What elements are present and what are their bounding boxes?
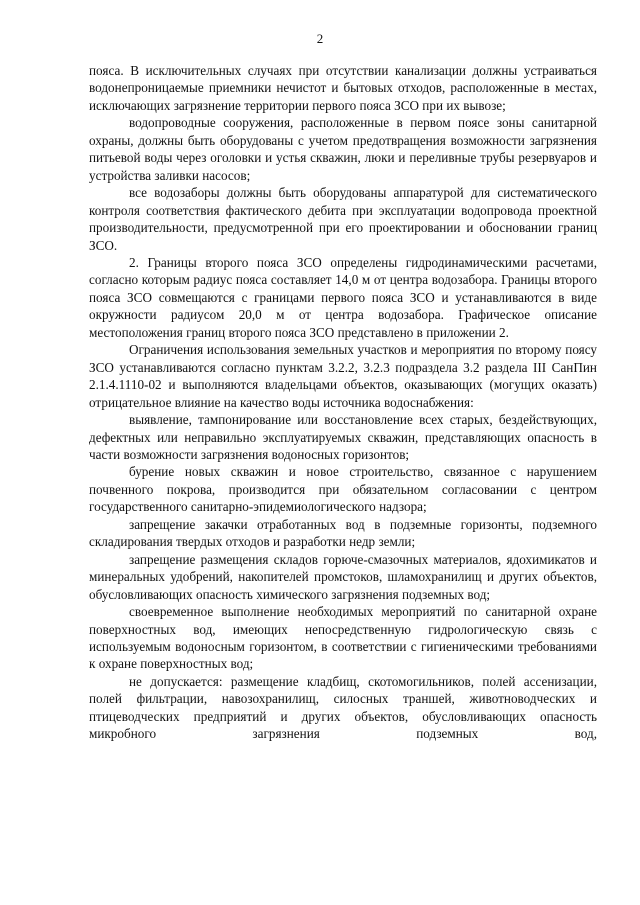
paragraph: запрещение закачки отработанных вод в подземные горизонты, подземного складирования твердых отходов и разработки недр земли; <box>89 516 597 550</box>
paragraph: все водозаборы должны быть оборудованы аппаратурой для систематического контроля соответствия фактического дебита при эксплуатации водопровода проектной производительности, предусмотренной при его проектировании и обосновании границ ЗСО. <box>89 185 597 253</box>
paragraph: своевременное выполнение необходимых мероприятий по санитарной охране поверхностных вод, имеющих непосредственную гидрологическую связь с используемым водоносным горизонтом, в соответствии с гигиеническими требованиями к охране поверхностных вод; <box>89 604 597 672</box>
paragraph: запрещение размещения складов горюче-смазочных материалов, ядохимикатов и минеральных удобрений, накопителей промстоков, шламохранилищ и других объектов, обусловливающих опасность химического загрязнения подземных вод; <box>89 551 597 602</box>
paragraph: Ограничения использования земельных участков и мероприятия по второму поясу ЗСО устанавливаются согласно пунктам 3.2.2, 3.2.3 подраздела 3.2 раздела III СанПин 2.1.4.1110-02 и выполняются владельцами объектов, оказывающих (могущих оказать) отрицательное влияние на качество воды источника водоснабжения: <box>89 342 597 410</box>
document-body <box>89 62 597 743</box>
paragraph: пояса. В исключительных случаях при отсутствии канализации должны устраиваться водонепроницаемые приемники нечистот и бытовых отходов, расположенные в местах, исключающих загрязнение территории первого пояса ЗСО при их вывозе; <box>89 63 597 113</box>
paragraph: не допускается: размещение кладбищ, скотомогильников, полей ассенизации, полей фильтрации, навозохранилищ, силосных траншей, животноводческих и птицеводческих предприятий и других объектов, обусловливающих опасность микробного загрязнения подземных вод, <box>89 673 597 742</box>
paragraph: водопроводные сооружения, расположенные в первом поясе зоны санитарной охраны, должны быть оборудованы с учетом предотвращения возможности загрязнения питьевой воды через оголовки и устья скважин, люки и переливные трубы резервуаров и устройства заливки насосов; <box>89 115 597 183</box>
paragraph: бурение новых скважин и новое строительство, связанное с нарушением почвенного покрова, производится при обязательном согласовании с центром государственного санитарно-эпидемиологического надзора; <box>89 464 597 515</box>
paragraph: выявление, тампонирование или восстановление всех старых, бездействующих, дефектных или неправильно эксплуатируемых скважин, представляющих опасность в части возможности загрязнения водоносных горизонтов; <box>89 412 597 462</box>
paragraph: 2. Границы второго пояса ЗСО определены гидродинамическими расчетами, согласно которым радиус пояса составляет 14,0 м от центра водозабора. Границы второго пояса ЗСО совмещаются с границами первого пояса ЗСО и устанавливаются в виде окружности радиусом 20,0 м от центра водозабора. Графическое описание местоположения границ второго пояса ЗСО представлено в приложении 2. <box>89 254 597 340</box>
page-number: 2 <box>316 31 324 46</box>
